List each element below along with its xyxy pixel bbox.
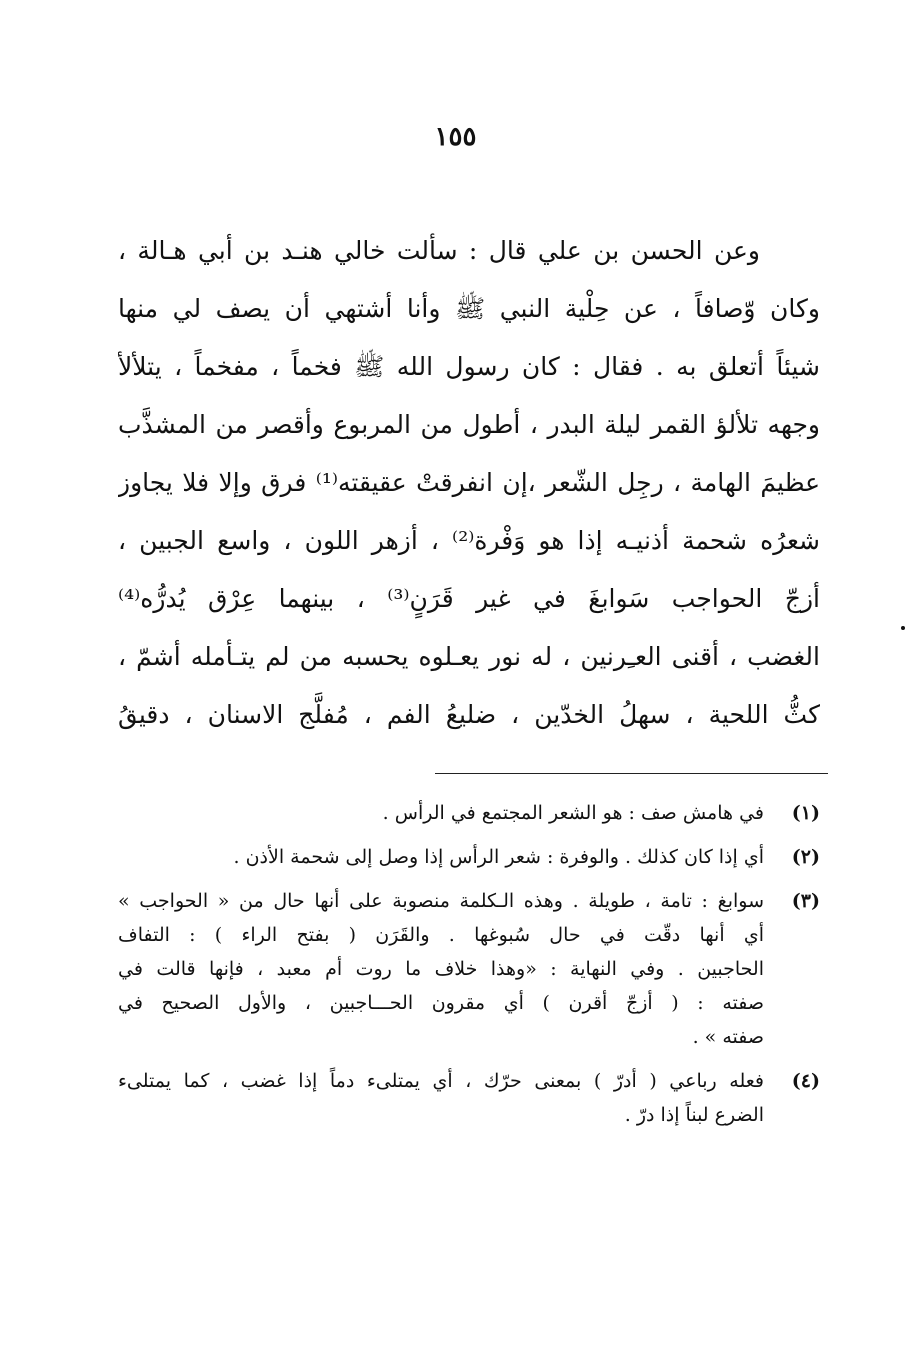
footnote-number: (١) <box>791 802 820 824</box>
text-line: شيئاً أتعلق به . فقال : كان رسول الله ﷺ فخماً ، مفخماً ، يتلألأ <box>118 352 820 381</box>
footnote-body <box>118 840 764 874</box>
footnote-body <box>118 884 764 1054</box>
footnote-line: فعله رباعي ( أدرّ ) بمعنى حرّك ، أي يمتلىء دماً إذا غضب ، كما يمتلىء <box>118 1070 764 1092</box>
footnote <box>118 1064 820 1132</box>
footnote-line: الحاجبين . وفي النهاية : «وهذا خلاف ما روت أم معبد ، فإنها قالت في <box>118 958 764 980</box>
text-line: عظيمَ الهامة ، رجِل الشّعر ،إن انفرقتْ عقيقته⁽¹⁾ فرق وإلا فلا يجاوز <box>118 468 820 497</box>
main-text <box>118 222 820 744</box>
footnote-line: سوابغ : تامة ، طويلة . وهذه الـكلمة منصوبة على أنها حال من « الحواجب » <box>118 890 764 912</box>
footnotes <box>118 796 820 1142</box>
text-line: شعرُه شحمة أذنيـه إذا هو وَفْرة⁽²⁾ ، أزهر اللون ، واسع الجبين ، <box>118 526 820 555</box>
footnote <box>118 796 820 830</box>
text-line: كثُّ اللحية ، سهلُ الخدّين ، ضليعُ الفم ، مُفلَّج الاسنان ، دقيقُ <box>118 700 820 729</box>
footnote-number: (٤) <box>791 1070 820 1092</box>
footnote-line: أي إذا كان كذلك . والوفرة : شعر الرأس إذا وصل إلى شحمة الأذن . <box>233 846 764 868</box>
text-line: وعن الحسن بن علي قال : سألت خالي هنـد بن أبي هـالة ، <box>118 236 760 265</box>
footnote-line: صفته : ( أزجّ أقرن ) أي مقرون الحـــاجبين ، والأول الصحيح في <box>118 992 764 1014</box>
footnote-number: (٣) <box>791 890 820 912</box>
footnote-line: في هامش صف : هو الشعر المجتمع في الرأس . <box>382 802 764 824</box>
margin-mark <box>901 626 905 630</box>
footnote <box>118 884 820 1054</box>
text-line: وكان وّصافاً ، عن حِلْية النبي ﷺ وأنا أشتهي أن يصف لي منها <box>118 294 820 323</box>
footnote-divider <box>435 773 828 774</box>
text-line: وجهه تلألؤ القمر ليلة البدر ، أطول من المربوع وأقصر من المشذَّب <box>118 410 820 439</box>
text-line: أزجّ الحواجب سَوابغَ في غير قَرَنٍ⁽³⁾ ، بينهما عِرْق يُدرُّه⁽⁴⁾ <box>118 584 820 613</box>
footnote-body <box>118 1064 764 1132</box>
footnote <box>118 840 820 874</box>
page-number: ١٥٥ <box>434 122 477 152</box>
footnote-number: (٢) <box>791 846 820 868</box>
footnote-line: صفته » . <box>692 1026 764 1048</box>
text-line: الغضب ، أقنى العـِرنين ، له نور يعـلوه يحسبه من لم يتـأمله أشمّ ، <box>118 642 820 671</box>
footnote-line: الضرع لبناً إذا درّ . <box>624 1104 764 1126</box>
footnote-body <box>118 796 764 830</box>
footnote-line: أي أنها دقّت في حال سُبوغها . والقَرَن ( بفتح الراء ) : التفاف <box>118 924 764 946</box>
